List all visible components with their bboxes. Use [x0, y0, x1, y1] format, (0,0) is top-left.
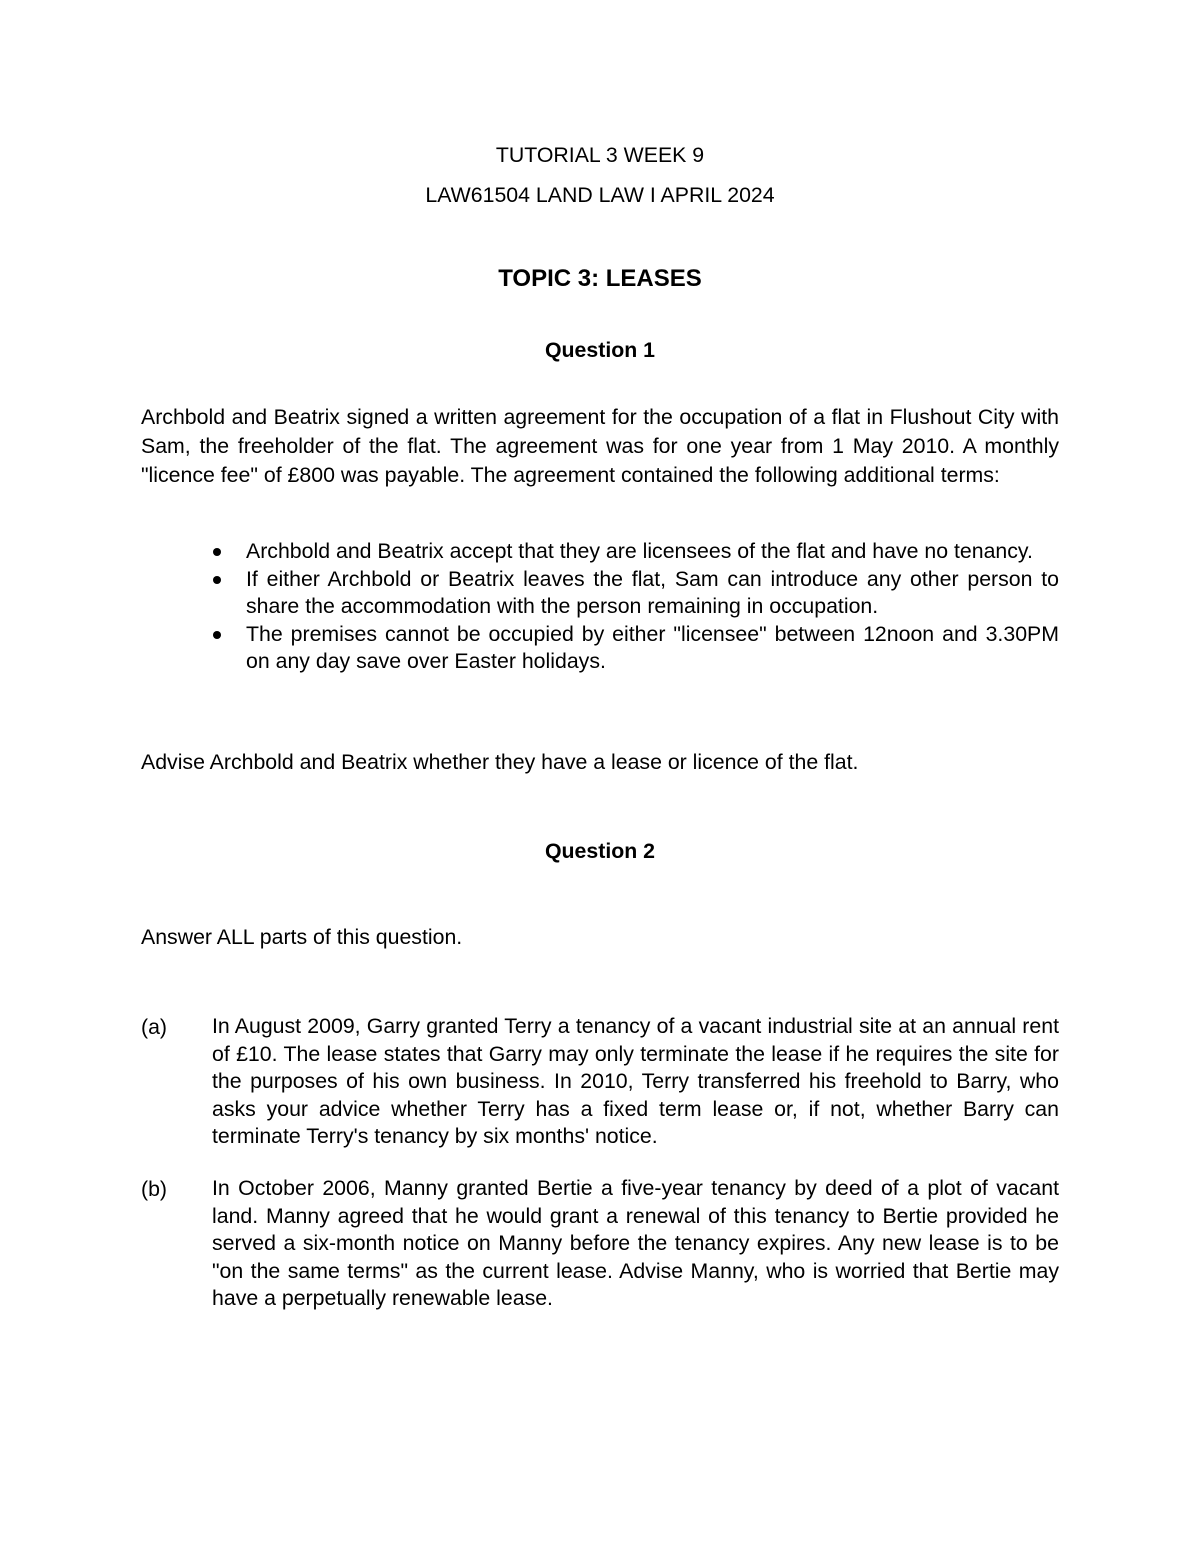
question-2-instruction: Answer ALL parts of this question.: [141, 925, 463, 949]
question-2-part-b: [141, 1175, 1059, 1313]
topic-title: TOPIC 3: LEASES: [498, 265, 702, 292]
part-label: (a): [141, 1015, 168, 1039]
term-item: [141, 621, 1059, 676]
part-text: In October 2006, Manny granted Bertie a five-year tenancy by deed of a plot of vacant land. Manny agreed that he would grant a renewal of this tenancy to Bertie provided he served a six-month notice on Manny before the tenancy expires. Any new lease is to be "on the same terms" as the current lease. Advise Manny, who is worried that Bertie may have a perpetually renewable lease.: [212, 1176, 1059, 1310]
tutorial-week-heading: TUTORIAL 3 WEEK 9: [495, 143, 705, 167]
course-code-heading: LAW61504 LAND LAW I APRIL 2024: [425, 183, 775, 207]
question-1-heading: Question 1: [544, 338, 656, 362]
question-2-part-a: [141, 1013, 1059, 1151]
part-text: In August 2009, Garry granted Terry a tenancy of a vacant industrial site at an annual rent of £10. The lease states that Garry may only terminate the lease if he requires the site for the purposes of his own business. In 2010, Terry transferred his freehold to Barry, who asks your advice whether Terry has a fixed term lease or, if not, whether Barry can terminate Terry's tenancy by six months' notice.: [212, 1014, 1059, 1148]
question-1-advise: Advise Archbold and Beatrix whether they have a lease or licence of the flat.: [141, 750, 859, 774]
term-item: [141, 538, 1059, 566]
question-1-intro: Archbold and Beatrix signed a written agreement for the occupation of a flat in Flushout City with Sam, the freeholder of the flat. The agreement was for one year from 1 May 2010. A monthly "licence fee" of £800 was payable. The agreement contained the following additional terms:: [141, 405, 1059, 487]
bullet-icon: [213, 576, 221, 584]
term-text: The premises cannot be occupied by either "licensee" between 12noon and 3.30PM on any day save over Easter holidays.: [246, 621, 1059, 673]
term-text: Archbold and Beatrix accept that they are licensees of the flat and have no tenancy.: [246, 539, 1033, 563]
term-item: [141, 566, 1059, 621]
bullet-icon: [213, 631, 221, 639]
term-text: If either Archbold or Beatrix leaves the flat, Sam can introduce any other person to share the accommodation with the person remaining in occupation.: [246, 566, 1059, 618]
question-2-heading: Question 2: [544, 839, 656, 863]
part-label: (b): [141, 1177, 168, 1201]
bullet-icon: [213, 548, 221, 556]
question-1-terms-list: [141, 538, 1059, 676]
